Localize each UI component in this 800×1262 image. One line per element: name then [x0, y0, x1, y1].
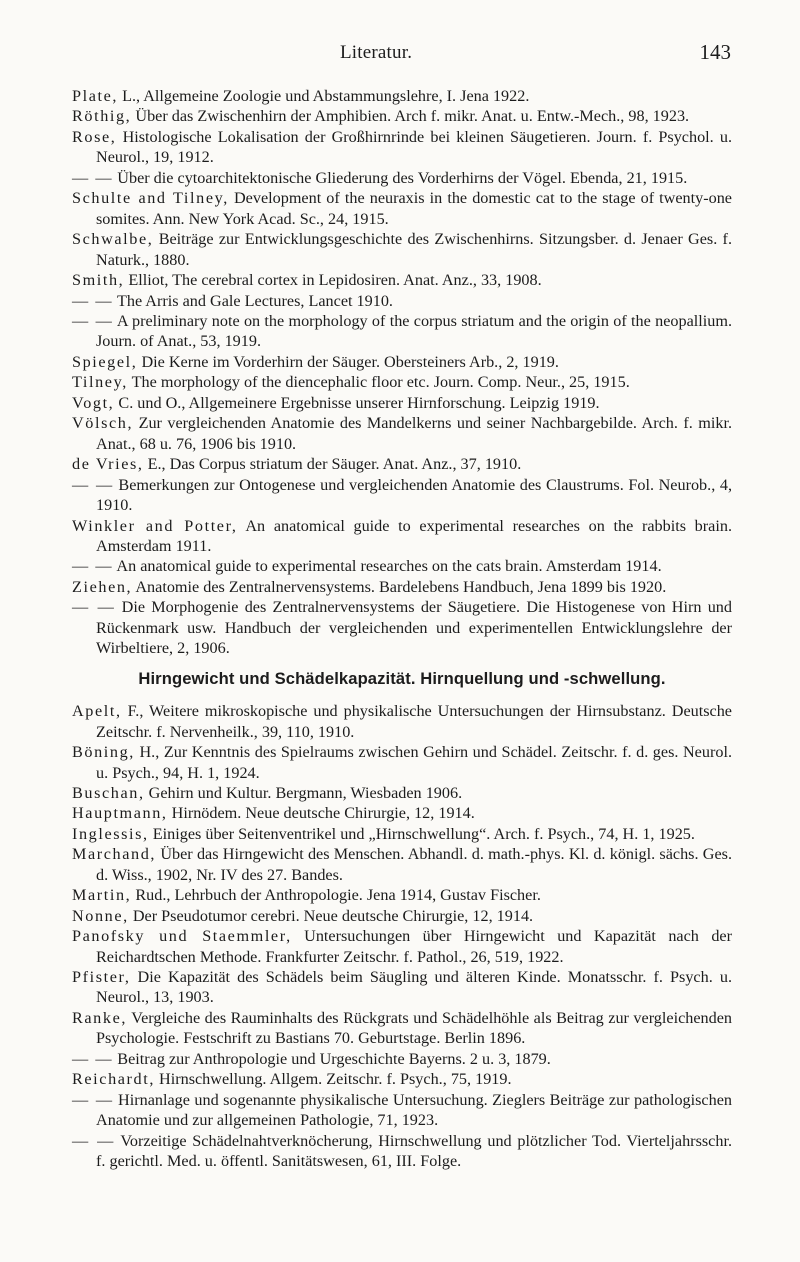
entry-author: Smith,: [72, 271, 125, 290]
bibliography-entry: [72, 742, 732, 783]
entry-text: Die Kapazität des Schädels beim Säugling und älteren Kinde. Monatsschr. f. Psych. u. Neurol., 13, 1903.: [96, 968, 732, 1007]
entry-author: Marchand,: [72, 845, 157, 864]
bibliography-entry: [72, 127, 732, 168]
entry-author: Martin,: [72, 886, 132, 905]
bibliography-entry: [72, 1069, 732, 1089]
entry-text: Einiges über Seitenventrikel und „Hirnschwellung“. Arch. f. Psych., 74, H. 1, 1925.: [148, 824, 695, 843]
entry-author: Völsch,: [72, 414, 134, 433]
entry-text: An anatomical guide to experimental researches on the cats brain. Amsterdam 1914.: [113, 557, 662, 576]
entry-text: The Arris and Gale Lectures, Lancet 1910.: [113, 291, 393, 310]
entry-text: Untersuchungen über Hirngewicht und Kapazität nach der Reichardtschen Methode. Frankfurter Zeitschr. f. Pathol., 26, 519, 1922.: [96, 927, 732, 966]
bibliography-entry: [72, 229, 732, 270]
bibliography-entry: [72, 556, 732, 576]
entry-author: Tilney,: [72, 373, 128, 392]
entry-text: L., Allgemeine Zoologie und Abstammungslehre, I. Jena 1922.: [118, 87, 530, 105]
bibliography-entry: [72, 516, 732, 557]
entry-author: Buschan,: [72, 783, 145, 802]
bibliography-entry: [72, 803, 732, 823]
entry-text: Elliot, The cerebral cortex in Lepidosiren. Anat. Anz., 33, 1908.: [124, 271, 542, 290]
entry-author: Röthig,: [72, 107, 132, 126]
entry-author: Reichardt,: [72, 1070, 155, 1089]
bibliography-entry: [72, 475, 732, 516]
entry-text: Vergleiche des Rauminhalts des Rückgrats und Schädelhöhle als Beitrag zur vergleichenden Psychologie. Festschrift zu Bastians 70. Geburtstage. Berlin 1896.: [96, 1008, 732, 1048]
entry-text: Die Kerne im Vorderhirn der Säuger. Obersteiners Arb., 2, 1919.: [137, 352, 559, 371]
bibliography-entry: [72, 291, 732, 311]
bibliography-entry: [72, 188, 732, 229]
bibliography-entry: [72, 906, 732, 926]
entry-author: — —: [72, 291, 114, 310]
entry-author: Inglessis,: [72, 824, 149, 843]
entry-author: — —: [72, 1049, 114, 1068]
bibliography-entry: [72, 824, 732, 844]
entry-text: Über die cytoarchitektonische Gliederung des Vorderhirns der Vögel. Ebenda, 21, 1915.: [113, 168, 688, 187]
entry-author: — —: [72, 311, 114, 330]
entry-author: Plate,: [72, 87, 119, 105]
bibliography-entry: [72, 597, 732, 658]
bibliography-entry: [72, 701, 732, 742]
entry-text: Anatomie des Zentralnervensystems. Bardelebens Handbuch, Jena 1899 bis 1920.: [132, 577, 667, 596]
entry-author: Hauptmann,: [72, 804, 168, 823]
entry-author: Nonne,: [72, 906, 129, 925]
entry-author: — —: [72, 1131, 115, 1150]
bibliography-entry: [72, 352, 732, 372]
entry-text: An anatomical guide to experimental researches on the rabbits brain. Amsterdam 1911.: [96, 516, 732, 555]
entry-author: Ziehen,: [72, 577, 133, 596]
entry-text: Rud., Lehrbuch der Anthropologie. Jena 1914, Gustav Fischer.: [131, 886, 541, 905]
page-number: 143: [699, 40, 731, 64]
entry-text: Beitrag zur Anthropologie und Urgeschichte Bayerns. 2 u. 3, 1879.: [113, 1049, 551, 1068]
entry-author: Vogt,: [72, 393, 115, 412]
entry-text: F., Weitere mikroskopische und physikalische Untersuchungen der Hirnsubstanz. Deutsche Zeitschr. f. Nervenheilk., 39, 110, 1910.: [96, 702, 732, 741]
entry-text: Zur vergleichenden Anatomie des Mandelkerns und seiner Nachbargebilde. Arch. f. mikr. Anat., 68 u. 76, 1906 bis 1910.: [96, 414, 732, 453]
entry-author: — —: [72, 598, 116, 617]
entry-text: E., Das Corpus striatum der Säuger. Anat. Anz., 37, 1910.: [143, 455, 522, 474]
bibliography-entry: [72, 1008, 732, 1049]
entry-text: A preliminary note on the morphology of the corpus striatum and the origin of the neopallium. Journ. of Anat., 53, 1919.: [96, 311, 732, 351]
bibliography-entry: [72, 372, 732, 392]
entry-text: Über das Zwischenhirn der Amphibien. Arch f. mikr. Anat. u. Entw.-Mech., 98, 1923.: [131, 107, 690, 126]
entry-text: Development of the neuraxis in the domestic cat to the stage of twenty-one somites. Ann. New York Acad. Sc., 24, 1915.: [96, 189, 732, 228]
entry-author: Winkler and Potter,: [72, 516, 238, 535]
entry-author: de Vries,: [72, 455, 144, 474]
entry-text: C. und O., Allgemeinere Ergebnisse unserer Hirnforschung. Leipzig 1919.: [114, 393, 600, 412]
entry-author: Panofsky und Staemmler,: [72, 927, 292, 946]
entry-text: The morphology of the diencephalic floor etc. Journ. Comp. Neur., 25, 1915.: [127, 373, 630, 392]
entry-author: Spiegel,: [72, 352, 138, 371]
entry-text: Bemerkungen zur Ontogenese und vergleichenden Anatomie des Claustrums. Fol. Neurob., 4, 1910.: [96, 475, 732, 515]
bibliography-entry: [72, 311, 732, 352]
bibliography-entry: [72, 577, 732, 597]
running-title: Literatur.: [340, 42, 413, 63]
bibliography-entry: [72, 967, 732, 1008]
entry-text: Der Pseudotumor cerebri. Neue deutsche Chirurgie, 12, 1914.: [128, 906, 534, 925]
entry-author: — —: [72, 475, 114, 494]
bibliography-entry: [72, 106, 732, 126]
bibliography-entry: [72, 413, 732, 454]
bibliography-entry: [72, 393, 732, 413]
bibliography-entry: [72, 86, 732, 106]
entry-author: — —: [72, 557, 114, 576]
bibliography-entry: [72, 926, 732, 967]
entry-text: Hirnanlage und sogenannte physikalische Untersuchung. Zieglers Beiträge zur pathologischen Anatomie und zur allgemeinen Pathologie, 71, 1923.: [96, 1090, 732, 1130]
entry-text: Beiträge zur Entwicklungsgeschichte des Zwischenhirns. Sitzungsber. d. Jenaer Ges. f. Naturk., 1880.: [96, 230, 732, 269]
entry-author: Schwalbe,: [72, 230, 154, 249]
entry-author: Schulte and Tilney,: [72, 189, 229, 208]
entry-text: H., Zur Kenntnis des Spielraums zwischen Gehirn und Schädel. Zeitschr. f. d. ges. Neurol. u. Psych., 94, H. 1, 1924.: [96, 743, 732, 782]
bibliography-entry: [72, 454, 732, 474]
bibliography-entry: [72, 168, 732, 188]
bibliography-entry: [72, 270, 732, 290]
entry-text: Hirnschwellung. Allgem. Zeitschr. f. Psych., 75, 1919.: [154, 1070, 512, 1089]
bibliography-entry: [72, 783, 732, 803]
entry-text: Hirnödem. Neue deutsche Chirurgie, 12, 1914.: [167, 804, 475, 823]
bibliography-entry: [72, 1131, 732, 1172]
entry-author: — —: [72, 1090, 114, 1109]
entry-author: — —: [72, 168, 114, 187]
entry-author: Ranke,: [72, 1008, 128, 1027]
bibliography-entry: [72, 844, 732, 885]
entry-text: Vorzeitige Schädelnahtverknöcherung, Hirnschwellung und plötzlicher Tod. Vierteljahrsschr. f. gerichtl. Med. u. öffentl. Sanitätswesen, 61, III. Folge.: [96, 1131, 732, 1171]
bibliography-entry: [72, 1049, 732, 1069]
entry-text: Gehirn und Kultur. Bergmann, Wiesbaden 1906.: [144, 783, 463, 802]
bibliography: [72, 86, 732, 1172]
bibliography-entry: [72, 885, 732, 905]
entry-text: Histologische Lokalisation der Großhirnrinde bei kleinen Säugetieren. Journ. f. Psychol. u. Neurol., 19, 1912.: [96, 127, 732, 167]
entry-text: Über das Hirngewicht des Menschen. Abhandl. d. math.-phys. Kl. d. königl. sächs. Ges. d. Wiss., 1902, Nr. IV des 27. Bandes.: [96, 845, 732, 884]
section-heading: Hirngewicht und Schädelkapazität. Hirnquellung und -schwellung.: [138, 668, 666, 688]
entry-author: Rose,: [72, 127, 117, 146]
entry-author: Pfister,: [72, 968, 131, 987]
bibliography-entry: [72, 1090, 732, 1131]
entry-text: Die Morphogenie des Zentralnervensystems der Säugetiere. Die Histogenese von Hirn und Rückenmark usw. Handbuch der vergleichenden und experimentellen Entwicklungslehre der Wirbeltiere, 2, 1906.: [96, 598, 732, 658]
entry-author: Böning,: [72, 743, 135, 762]
entry-author: Apelt,: [72, 702, 122, 721]
